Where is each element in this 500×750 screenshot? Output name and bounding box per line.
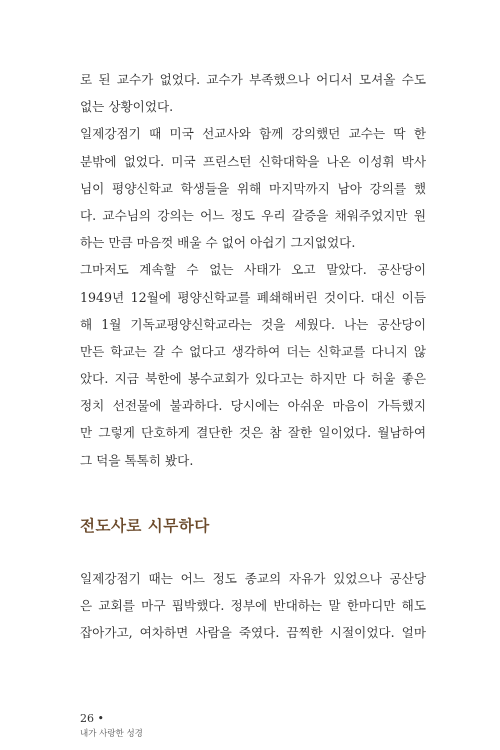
text-line: 로 된 교수가 없었다. 교수가 부족했으나 어디서 모셔올 수도 xyxy=(80,72,426,87)
text-line: 만든 학교는 갈 수 없다고 생각하여 더는 신학교를 다니지 않 xyxy=(80,343,426,359)
text-line: 일제강점기 때 미국 선교사와 함께 강의했던 교수는 딱 한 xyxy=(80,126,426,142)
text-line: 해 1월 기독교평양신학교라는 것을 세웠다. 나는 공산당이 xyxy=(80,316,426,332)
book-title: 내가 사랑한 성경 xyxy=(80,729,143,739)
text-line: 분밖에 없었다. 미국 프린스턴 신학대학을 나온 이성휘 박사 xyxy=(80,153,426,169)
section-body-text xyxy=(80,565,426,647)
text-line: 님이 평양신학교 학생들을 위해 마지막까지 남아 강의를 했 xyxy=(80,180,426,196)
text-line: 그 덕을 톡톡히 봤다. xyxy=(80,452,194,468)
text-line: 만 그렇게 단호하게 결단한 것은 참 잘한 일이었다. 월남하여 xyxy=(80,425,426,441)
page-footer xyxy=(80,712,143,742)
text-line: 다. 교수님의 강의는 어느 정도 우리 갈증을 채워주었지만 원 xyxy=(80,207,426,223)
text-line: 일제강점기 때는 어느 정도 종교의 자유가 있었으나 공산당 xyxy=(80,571,426,586)
text-line: 1949년 12월에 평양신학교를 폐쇄해버린 것이다. 대신 이듬 xyxy=(80,289,426,305)
body-text xyxy=(80,66,426,474)
text-line: 없는 상황이었다. xyxy=(80,99,174,115)
paragraph xyxy=(80,120,426,256)
text-line: 그마저도 계속할 수 없는 사태가 오고 말았다. 공산당이 xyxy=(80,262,426,278)
paragraph xyxy=(80,565,426,647)
text-line: 정치 선전물에 불과하다. 당시에는 아쉬운 마음이 가득했지 xyxy=(80,398,426,414)
paragraph xyxy=(80,66,426,120)
section-heading: 전도사로 시무하다 xyxy=(80,517,210,535)
text-line: 잡아가고, 여차하면 사람을 죽였다. 끔찍한 시절이었다. 얼마 xyxy=(80,625,426,641)
paragraph xyxy=(80,256,426,474)
text-line: 은 교회를 마구 핍박했다. 정부에 반대하는 말 한마디만 해도 xyxy=(80,598,426,614)
text-line: 았다. 지금 북한에 봉수교회가 있다고는 하지만 다 허울 좋은 xyxy=(80,371,426,387)
page-number: 26 • xyxy=(80,712,104,725)
text-line: 하는 만큼 마음껏 배울 수 없어 아쉽기 그지없었다. xyxy=(80,235,356,251)
